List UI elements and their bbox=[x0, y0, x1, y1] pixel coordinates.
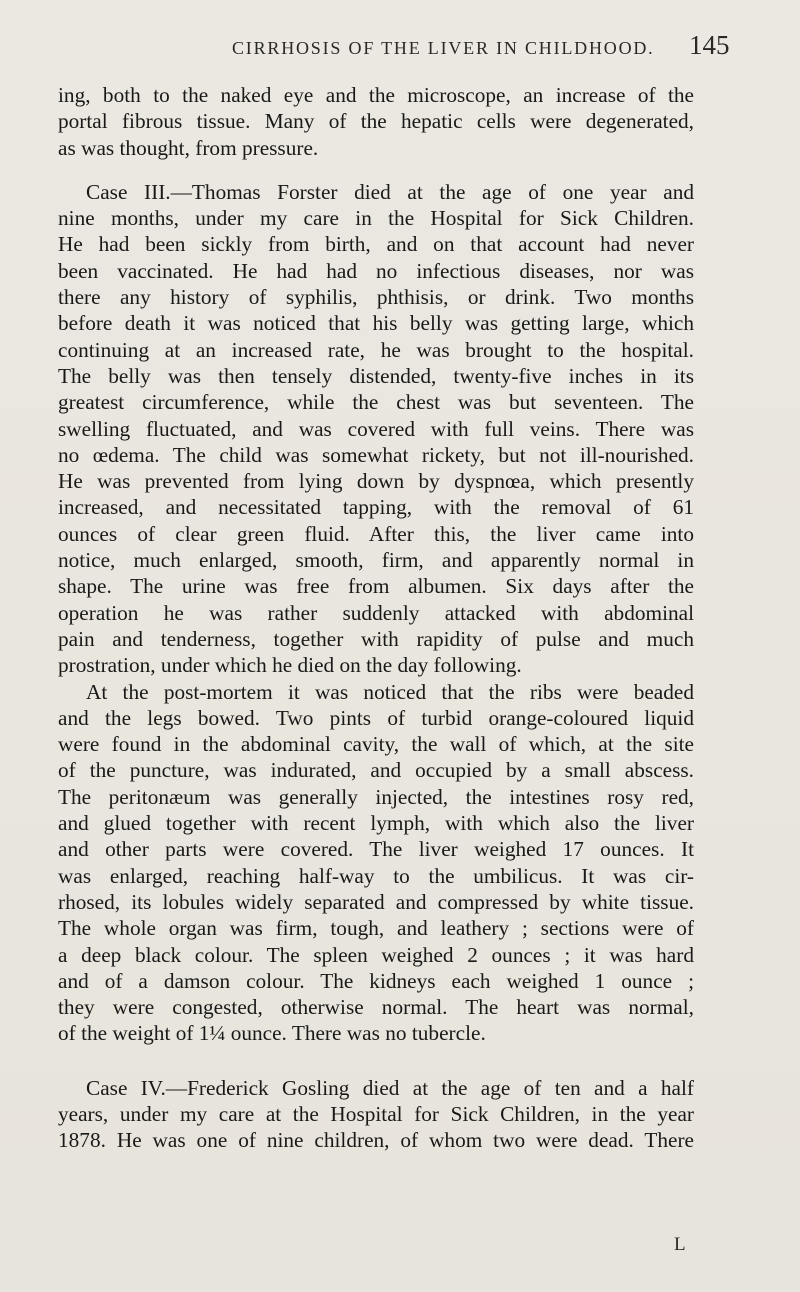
text-line: years, under my care at the Hospital for Sick Children, in the year bbox=[58, 1101, 694, 1126]
paragraph-gap bbox=[58, 161, 694, 179]
text-line: notice, much enlarged, smooth, firm, and apparently normal in bbox=[58, 548, 694, 573]
text-line: and glued together with recent lymph, with which also the liver bbox=[58, 811, 694, 836]
text-line: and other parts were covered. The liver weighed 17 ounces. It bbox=[58, 837, 694, 862]
text-line: rhosed, its lobules widely separated and compressed by white tissue. bbox=[58, 889, 694, 914]
text-line: no œdema. The child was somewhat rickety, but not ill-nourished. bbox=[58, 442, 694, 467]
paragraph-gap bbox=[58, 1047, 694, 1075]
running-title: CIRRHOSIS OF THE LIVER IN CHILDHOOD. bbox=[232, 38, 655, 58]
text-line: there any history of syphilis, phthisis, or drink. Two months bbox=[58, 285, 694, 310]
text-line: Case IV.—Frederick Gosling died at the age of ten and a half bbox=[86, 1075, 694, 1100]
signature-mark: L bbox=[674, 1234, 686, 1255]
case-four-paragraph bbox=[58, 1075, 694, 1154]
case-three-paragraph bbox=[58, 179, 694, 679]
text-line: they were congested, otherwise normal. The heart was normal, bbox=[58, 995, 694, 1020]
text-line: increased, and necessitated tapping, with the removal of 61 bbox=[58, 495, 694, 520]
post-mortem-paragraph bbox=[58, 679, 694, 1047]
text-line: He had been sickly from birth, and on that account had never bbox=[58, 232, 694, 257]
text-line: before death it was noticed that his belly was getting large, which bbox=[58, 311, 694, 336]
text-line: and the legs bowed. Two pints of turbid orange-coloured liquid bbox=[58, 705, 694, 730]
text-line: ing, both to the naked eye and the microscope, an increase of the bbox=[58, 83, 694, 107]
text-line: pain and tenderness, together with rapidity of pulse and much bbox=[58, 626, 694, 651]
text-line: been vaccinated. He had had no infectious diseases, nor was bbox=[58, 258, 694, 283]
text-line: The belly was then tensely distended, twenty-five inches in its bbox=[58, 363, 694, 388]
text-line: continuing at an increased rate, he was brought to the hospital. bbox=[58, 337, 694, 362]
body-text bbox=[58, 82, 694, 1154]
text-line: were found in the abdominal cavity, the wall of which, at the site bbox=[58, 732, 694, 757]
text-line: of the puncture, was indurated, and occupied by a small abscess. bbox=[58, 758, 694, 783]
text-line: The whole organ was firm, tough, and leathery ; sections were of bbox=[58, 916, 694, 941]
paragraph-continuation bbox=[58, 82, 694, 161]
text-line: and of a damson colour. The kidneys each weighed 1 ounce ; bbox=[58, 968, 694, 993]
text-line: He was prevented from lying down by dyspnœa, which presently bbox=[58, 469, 694, 494]
text-line: 1878. He was one of nine children, of whom two were dead. There bbox=[58, 1128, 694, 1153]
text-line: swelling fluctuated, and was covered with full veins. There was bbox=[58, 416, 694, 441]
text-line: shape. The urine was free from albumen. Six days after the bbox=[58, 574, 694, 599]
text-line: nine months, under my care in the Hospital for Sick Children. bbox=[58, 206, 694, 231]
page-number: 145 bbox=[689, 30, 730, 60]
text-line: a deep black colour. The spleen weighed 2 ounces ; it was hard bbox=[58, 942, 694, 967]
text-line: ounces of clear green fluid. After this, the liver came into bbox=[58, 521, 694, 546]
text-line: as was thought, from pressure. bbox=[58, 135, 319, 160]
text-line: of the weight of 1¼ ounce. There was no tubercle. bbox=[58, 1021, 486, 1046]
text-line: greatest circumference, while the chest was but seventeen. The bbox=[58, 390, 694, 415]
text-line: The peritonæum was generally injected, the intestines rosy red, bbox=[58, 784, 694, 809]
text-line: operation he was rather suddenly attacked with abdominal bbox=[58, 600, 694, 625]
text-line: Case III.—Thomas Forster died at the age of one year and bbox=[86, 179, 694, 204]
text-line: prostration, under which he died on the day following. bbox=[58, 653, 522, 678]
text-line: portal fibrous tissue. Many of the hepatic cells were degenerated, bbox=[58, 109, 694, 134]
text-line: was enlarged, reaching half-way to the umbilicus. It was cir- bbox=[58, 863, 694, 888]
text-line: At the post-mortem it was noticed that the ribs were beaded bbox=[86, 679, 694, 704]
